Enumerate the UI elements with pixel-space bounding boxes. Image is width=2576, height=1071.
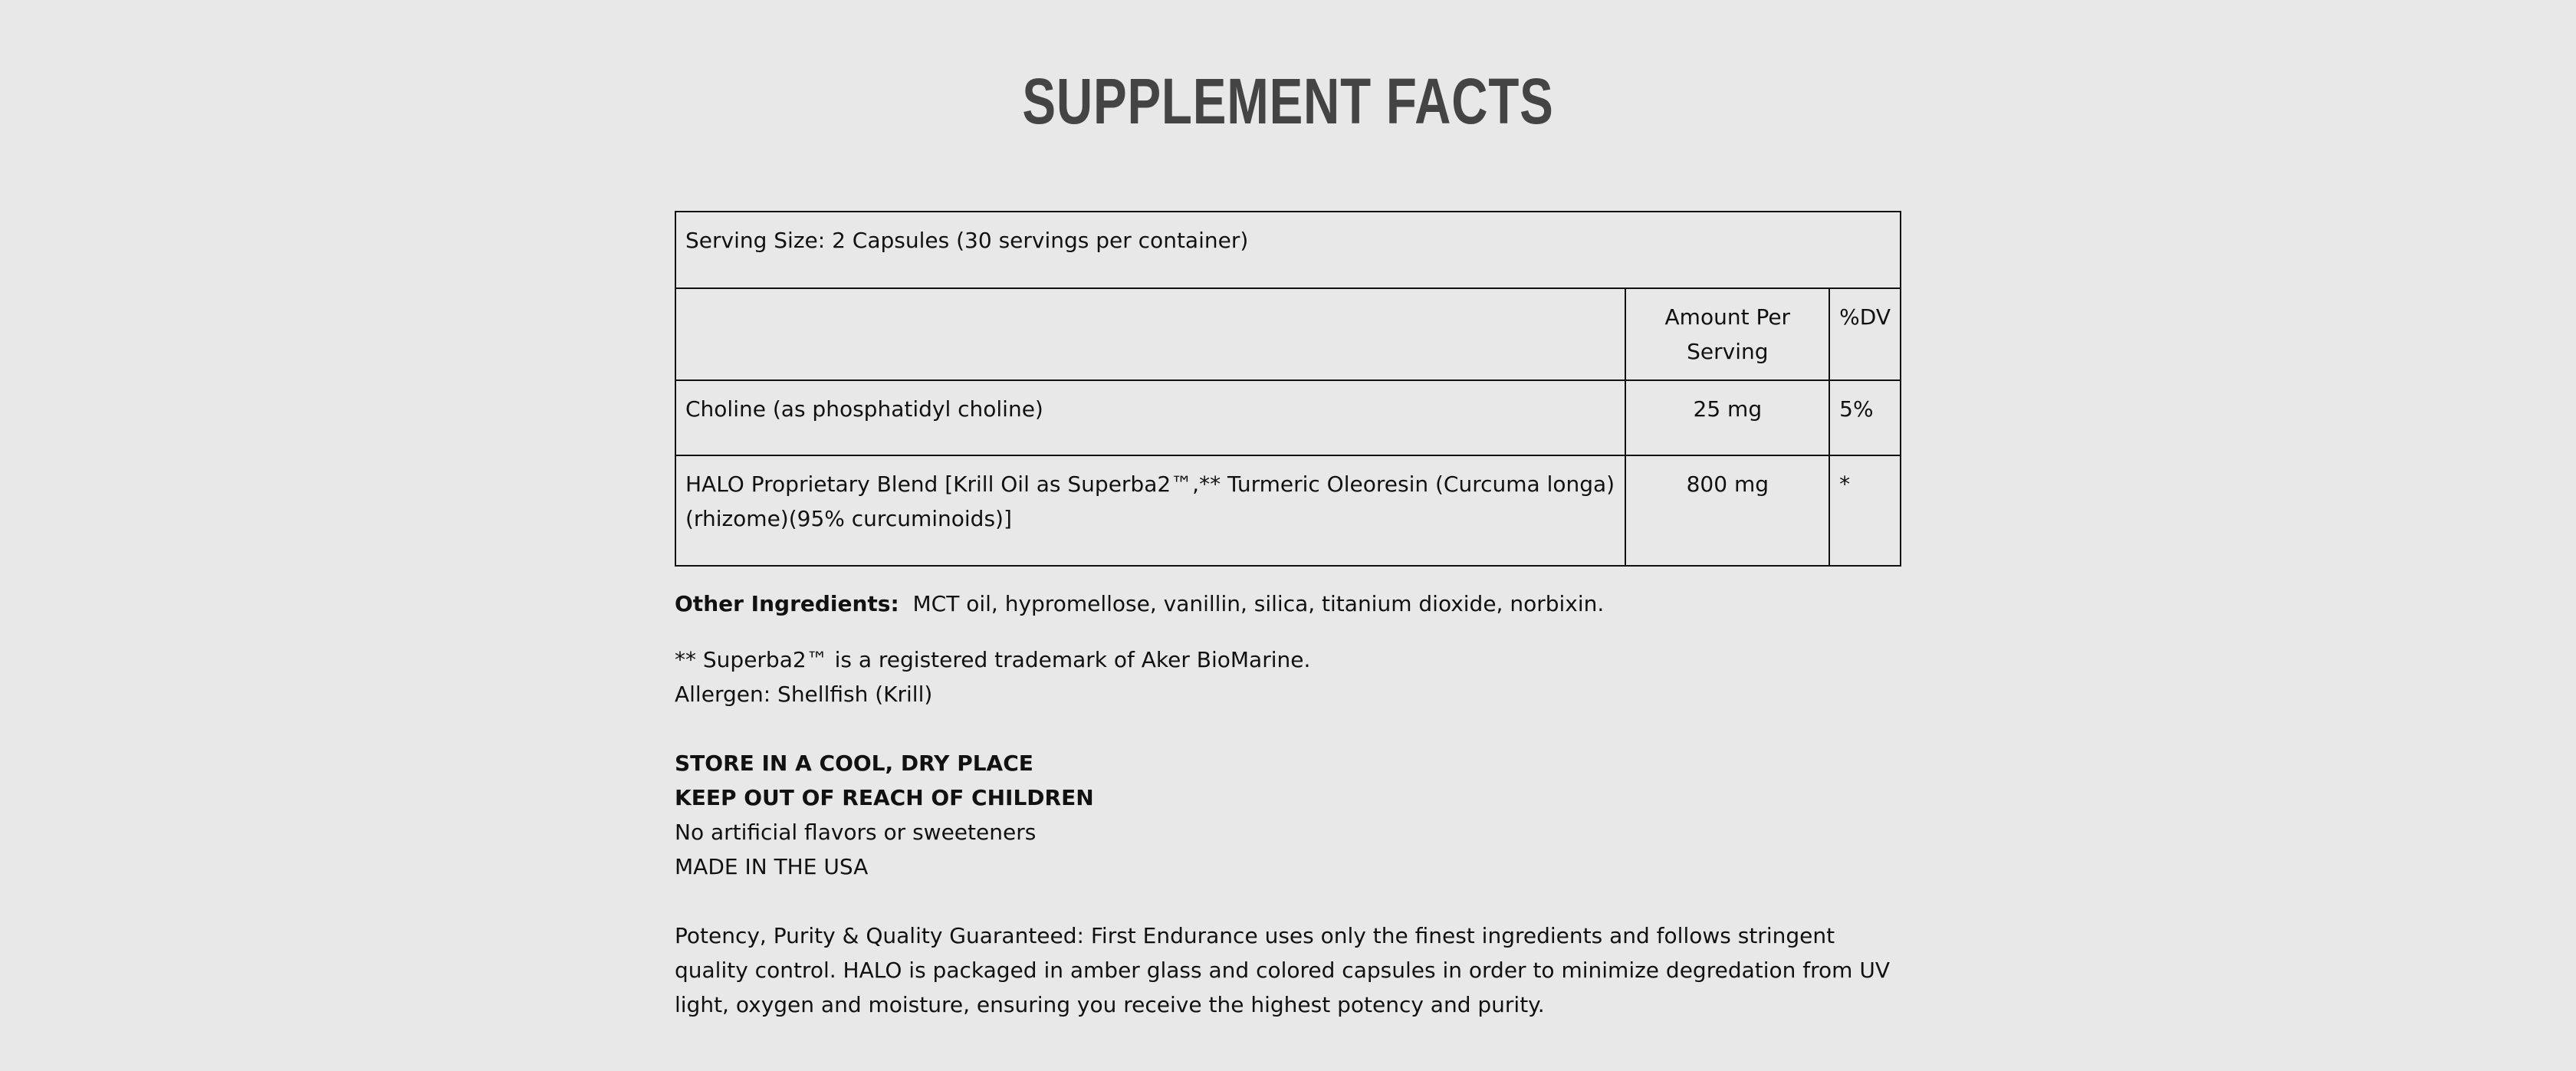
ingredient-name: HALO Proprietary Blend [Krill Oil as Superba2™,** Turmeric Oleoresin (Curcuma longa) (rhizome)(95% curcuminoids)]	[675, 455, 1625, 566]
header-dv-cell: %DV	[1829, 288, 1901, 380]
other-ingredients	[675, 586, 1901, 621]
storage-line: STORE IN A COOL, DRY PLACE	[675, 751, 1033, 776]
header-name-cell	[675, 288, 1625, 380]
children-warning: KEEP OUT OF REACH OF CHILDREN	[675, 785, 1094, 810]
supplement-facts-content	[675, 211, 1901, 1022]
storage-block	[675, 746, 1901, 884]
page-title: SUPPLEMENT FACTS	[1022, 65, 1554, 137]
made-in-usa-line: MADE IN THE USA	[675, 854, 869, 879]
guarantee-paragraph: Potency, Purity & Quality Guaranteed: First Endurance uses only the finest ingredients and follows stringent quality control. HALO is packaged in amber glass and colored capsules in order to minimize degredation from UV light, oxygen and moisture, ensuring you receive the highest potency and purity.	[675, 923, 1890, 1017]
ingredient-dv: 5%	[1829, 380, 1901, 455]
ingredient-amount: 25 mg	[1625, 380, 1829, 455]
no-artificial-line: No artificial flavors or sweeteners	[675, 820, 1037, 845]
supplement-facts-table	[675, 211, 1901, 567]
ingredient-dv: *	[1829, 455, 1901, 566]
notes-block	[675, 642, 1901, 711]
serving-size-row	[675, 212, 1901, 288]
serving-size-text: Serving Size: 2 Capsules (30 servings per container)	[675, 212, 1901, 288]
allergen-note: Allergen: Shellfish (Krill)	[675, 682, 933, 707]
table-row	[675, 380, 1901, 455]
other-ingredients-text: MCT oil, hypromellose, vanillin, silica, titanium dioxide, norbixin.	[912, 591, 1605, 616]
trademark-note: ** Superba2™ is a registered trademark of Aker BioMarine.	[675, 647, 1311, 672]
other-ingredients-label: Other Ingredients:	[675, 591, 899, 616]
ingredient-name: Choline (as phosphatidyl choline)	[675, 380, 1625, 455]
ingredient-amount: 800 mg	[1625, 455, 1829, 566]
table-header-row	[675, 288, 1901, 380]
table-row	[675, 455, 1901, 566]
header-amount-cell: Amount Per Serving	[1625, 288, 1829, 380]
